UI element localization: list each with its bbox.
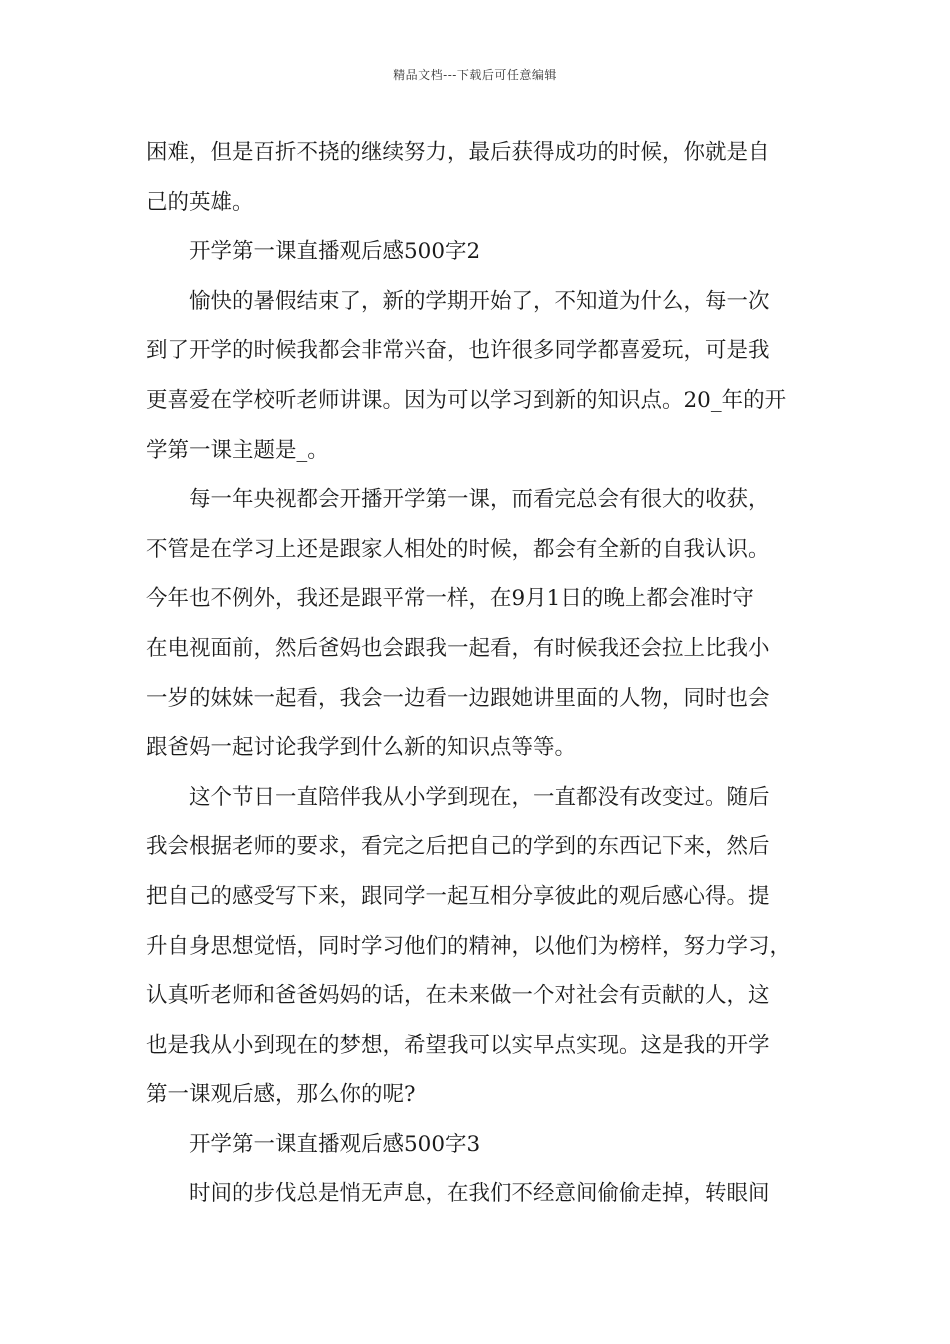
text-line: 也是我从小到现在的梦想，希望我可以实早点实现。这是我的开学 — [146, 1032, 770, 1058]
text-line: 每一年央视都会开播开学第一课，而看完总会有很大的收获， — [189, 487, 770, 513]
document-body — [146, 128, 810, 1219]
text-line: 在电视面前，然后爸妈也会跟我一起看，有时候我还会拉上比我小 — [146, 635, 770, 661]
page-header: 精品文档---下载后可任意编辑 — [393, 68, 557, 82]
section-heading: 开学第一课直播观后感500字3 — [189, 1131, 481, 1157]
section-heading: 开学第一课直播观后感500字2 — [189, 239, 481, 265]
text-line: 一岁的妹妹一起看，我会一边看一边跟她讲里面的人物，同时也会 — [146, 685, 770, 711]
text-line: 跟爸妈一起讨论我学到什么新的知识点等等。 — [146, 735, 577, 761]
text-line: 升自身思想觉悟，同时学习他们的精神，以他们为榜样，努力学习， — [146, 933, 792, 959]
text-line: 这个节日一直陪伴我从小学到现在，一直都没有改变过。随后 — [189, 784, 770, 810]
text-line: 更喜爱在学校听老师讲课。因为可以学习到新的知识点。20_年的开 — [146, 387, 787, 413]
text-line: 不管是在学习上还是跟家人相处的时候，都会有全新的自我认识。 — [146, 536, 770, 562]
text-line: 把自己的感受写下来，跟同学一起互相分享彼此的观后感心得。提 — [146, 883, 770, 909]
text-line: 我会根据老师的要求，看完之后把自己的学到的东西记下来，然后 — [146, 834, 770, 860]
text-line: 认真听老师和爸爸妈妈的话，在未来做一个对社会有贡献的人，这 — [146, 983, 770, 1009]
text-line: 己的英雄。 — [146, 189, 254, 215]
text-line: 时间的步伐总是悄无声息，在我们不经意间偷偷走掉，转眼间 — [189, 1181, 770, 1207]
text-line: 学第一课主题是_。 — [146, 437, 329, 463]
text-line: 今年也不例外，我还是跟平常一样，在9月1日的晚上都会准时守 — [146, 586, 754, 612]
text-line: 愉快的暑假结束了，新的学期开始了，不知道为什么，每一次 — [189, 288, 770, 314]
text-line: 到了开学的时候我都会非常兴奋，也许很多同学都喜爱玩，可是我 — [146, 338, 770, 364]
text-line: 第一课观后感，那么你的呢? — [146, 1082, 416, 1108]
text-line: 困难，但是百折不挠的继续努力，最后获得成功的时候，你就是自 — [146, 140, 770, 165]
